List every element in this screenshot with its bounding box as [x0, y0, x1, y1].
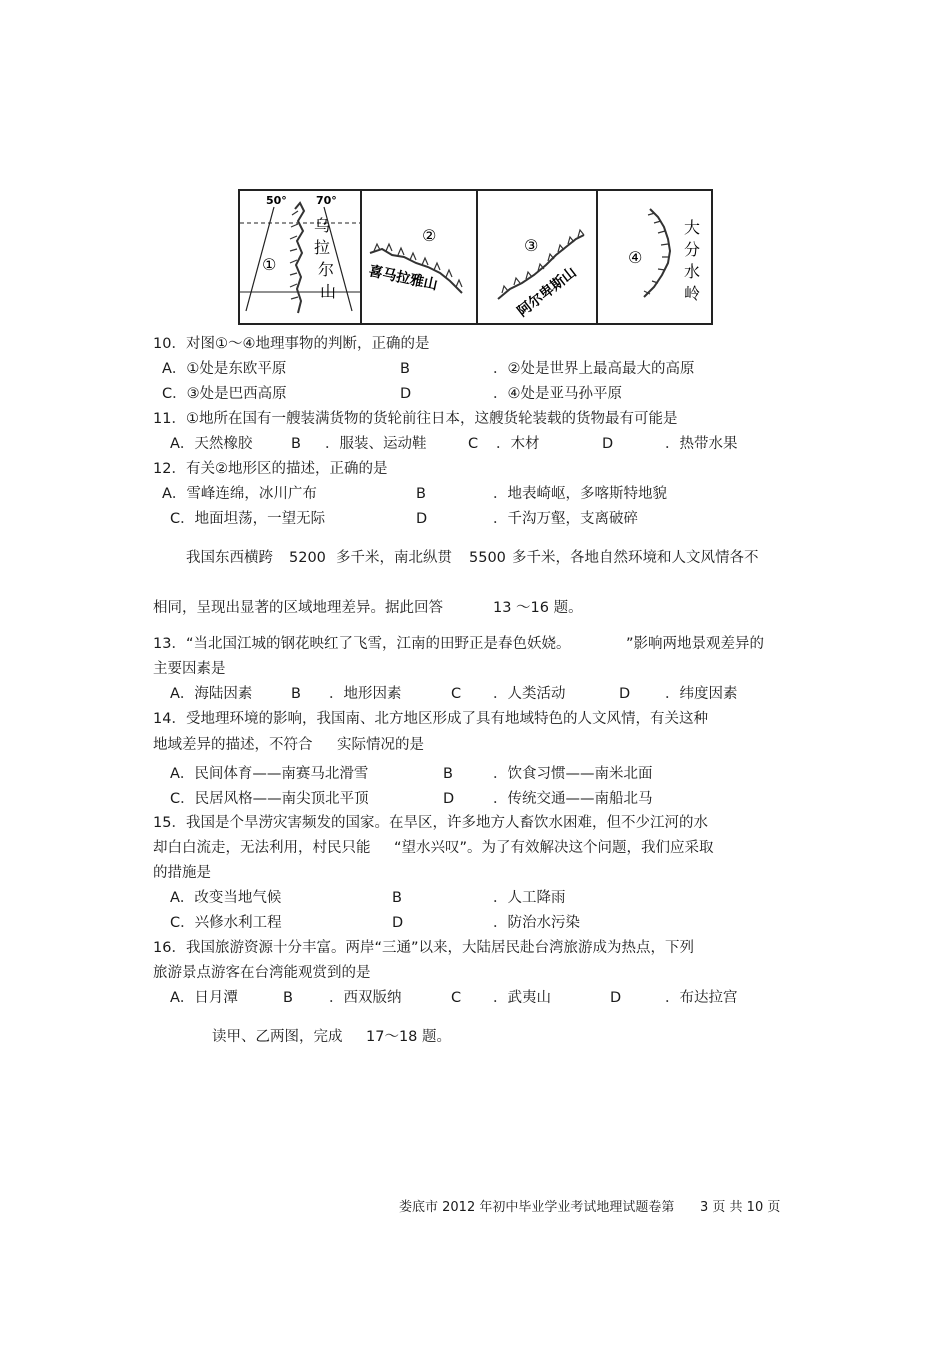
marker-1: ①	[262, 255, 277, 274]
intro1-num-2: 5500	[469, 550, 506, 566]
q15-option-c: C．兴修水利工程	[170, 915, 282, 931]
intro2-range: 17～18 题。	[366, 1029, 452, 1045]
marker-3: ③	[524, 236, 539, 255]
q14-option-b-letter: B	[443, 766, 453, 782]
q11-option-b-letter: B	[291, 436, 301, 452]
q11-option-d-letter: D	[602, 436, 614, 452]
q14-option-a: A．民间体育——南赛马北滑雪	[170, 766, 369, 782]
dividing-range-char-2: 分	[684, 240, 701, 259]
q12-option-d-letter: D	[416, 511, 428, 527]
q12-stem: 12．有关②地形区的描述，正确的是	[153, 461, 388, 477]
q14-option-d: ．传统交通——南船北马	[493, 791, 653, 807]
q11-option-c: ．木材	[496, 436, 540, 452]
intro1-num-1: 5200	[289, 550, 326, 566]
q12-option-d: ．千沟万壑，支离破碎	[493, 511, 638, 527]
q11-stem: 11．①地所在国有一艘装满货物的货轮前往日本，这艘货轮装载的货物最有可能是	[153, 411, 678, 427]
ural-char-4: 山	[320, 282, 337, 301]
dividing-range-char-1: 大	[684, 218, 701, 237]
footer-title: 娄底市 2012 年初中毕业学业考试地理试题卷第	[399, 1200, 675, 1215]
q13-option-b: ．地形因素	[329, 686, 402, 702]
q10-option-a: A．①处是东欧平原	[162, 361, 287, 377]
lon-70-label: 70°	[316, 194, 337, 207]
q15-stem-1: 15．我国是个旱涝灾害频发的国家。在旱区，许多地方人畜饮水困难，但不少江河的水	[153, 815, 708, 831]
q16-option-b-letter: B	[283, 990, 293, 1006]
q16-option-b: ．西双版纳	[329, 990, 402, 1006]
q10-stem: 10．对图①～④地理事物的判断，正确的是	[153, 336, 430, 352]
q13-stem-1: 13．“当北国江城的钢花映红了飞雪，江南的田野正是春色妖娆。	[153, 636, 571, 652]
dividing-range-char-3: 水	[684, 262, 701, 281]
q12-option-c: C．地面坦荡，一望无际	[170, 511, 326, 527]
q14-option-b: ．饮食习惯——南米北面	[493, 766, 653, 782]
q13-option-c-letter: C	[451, 686, 462, 702]
ural-char-3: 尔	[318, 260, 335, 279]
figure-panel-4	[596, 191, 713, 323]
q15-option-d: ．防治水污染	[493, 915, 580, 931]
q13-option-c: ．人类活动	[493, 686, 566, 702]
panel-2-map	[362, 191, 476, 323]
q15-option-b-letter: B	[392, 890, 402, 906]
q10-option-b-letter: B	[400, 361, 410, 377]
panel-4-map	[598, 191, 713, 323]
q10-option-c: C．③处是巴西高原	[162, 386, 287, 402]
intro1-text-3: 多千米，各地自然环境和人文风情各不	[512, 550, 759, 566]
q16-stem-1: 16．我国旅游资源十分丰富。两岸“三通”以来，大陆居民赴台湾旅游成为热点，下列	[153, 940, 694, 956]
q15-option-b: ．人工降雨	[493, 890, 566, 906]
q10-option-b: ．②处是世界上最高最大的高原	[493, 361, 695, 377]
figure-panel-1	[240, 191, 360, 323]
q15-stem-3: 的措施是	[153, 865, 211, 881]
q15-stem-2b: “望水兴叹”。为了有效解决这个问题，我们应采取	[394, 840, 714, 856]
ural-char-1: 乌	[314, 216, 331, 235]
alps-label: 阿尔卑斯山	[514, 264, 580, 321]
q13-option-a: A．海陆因素	[170, 686, 253, 702]
intro1-line2: 相同，呈现出显著的区域地理差异。据此回答	[153, 600, 443, 616]
q12-option-b-letter: B	[416, 486, 426, 502]
panel-3-map	[478, 191, 596, 323]
q16-option-a: A．日月潭	[170, 990, 238, 1006]
q16-option-c-letter: C	[451, 990, 462, 1006]
q14-stem-1: 14．受地理环境的影响，我国南、北方地区形成了具有地域特色的人文风情，有关这种	[153, 711, 708, 727]
intro1-range: 13 ～16 题。	[493, 600, 583, 616]
himalaya-label: 喜马拉雅山	[367, 263, 439, 294]
q14-option-c: C．民居风格——南尖顶北平顶	[170, 791, 369, 807]
dividing-range-char-4: 岭	[684, 284, 701, 303]
q15-option-a: A．改变当地气候	[170, 890, 282, 906]
q14-stem-2a: 地域差异的描述，不符合	[153, 737, 313, 753]
q16-option-d: ．布达拉宫	[665, 990, 738, 1006]
q12-option-a: A．雪峰连绵，冰川广布	[162, 486, 317, 502]
q11-option-b: ．服装、运动鞋	[325, 436, 427, 452]
q15-stem-2a: 却白白流走，无法利用，村民只能	[153, 840, 371, 856]
marker-2: ②	[422, 226, 437, 245]
intro2-text: 读甲、乙两图，完成	[212, 1029, 343, 1045]
q13-stem-2: 主要因素是	[153, 661, 226, 677]
q13-option-d: ．纬度因素	[665, 686, 738, 702]
q12-option-b: ．地表崎岖，多喀斯特地貌	[493, 486, 667, 502]
q10-option-d-letter: D	[400, 386, 412, 402]
q16-option-c: ．武夷山	[493, 990, 551, 1006]
q11-option-d: ．热带水果	[665, 436, 738, 452]
footer-page: 3 页 共 10 页	[700, 1200, 781, 1215]
marker-4: ④	[628, 248, 643, 267]
q14-option-d-letter: D	[443, 791, 455, 807]
q16-option-d-letter: D	[610, 990, 622, 1006]
q15-option-d-letter: D	[392, 915, 404, 931]
q14-stem-2b: 实际情况的是	[337, 737, 424, 753]
ural-char-2: 拉	[314, 238, 331, 257]
q10-option-d: ．④处是亚马孙平原	[493, 386, 622, 402]
intro1-text-1: 我国东西横跨	[186, 550, 273, 566]
q13-stem-1b: ”影响两地景观差异的	[626, 636, 765, 652]
q11-option-a: A．天然橡胶	[170, 436, 253, 452]
panel-1-map	[240, 191, 360, 323]
lon-50-label: 50°	[266, 194, 287, 207]
map-figure	[238, 189, 713, 325]
q13-option-d-letter: D	[619, 686, 631, 702]
q13-option-b-letter: B	[291, 686, 301, 702]
q16-stem-2: 旅游景点游客在台湾能观赏到的是	[153, 965, 371, 981]
q11-option-c-letter: C	[468, 436, 479, 452]
intro1-text-2: 多千米，南北纵贯	[336, 550, 452, 566]
figure-panel-3	[476, 191, 598, 323]
figure-panel-2	[360, 191, 478, 323]
